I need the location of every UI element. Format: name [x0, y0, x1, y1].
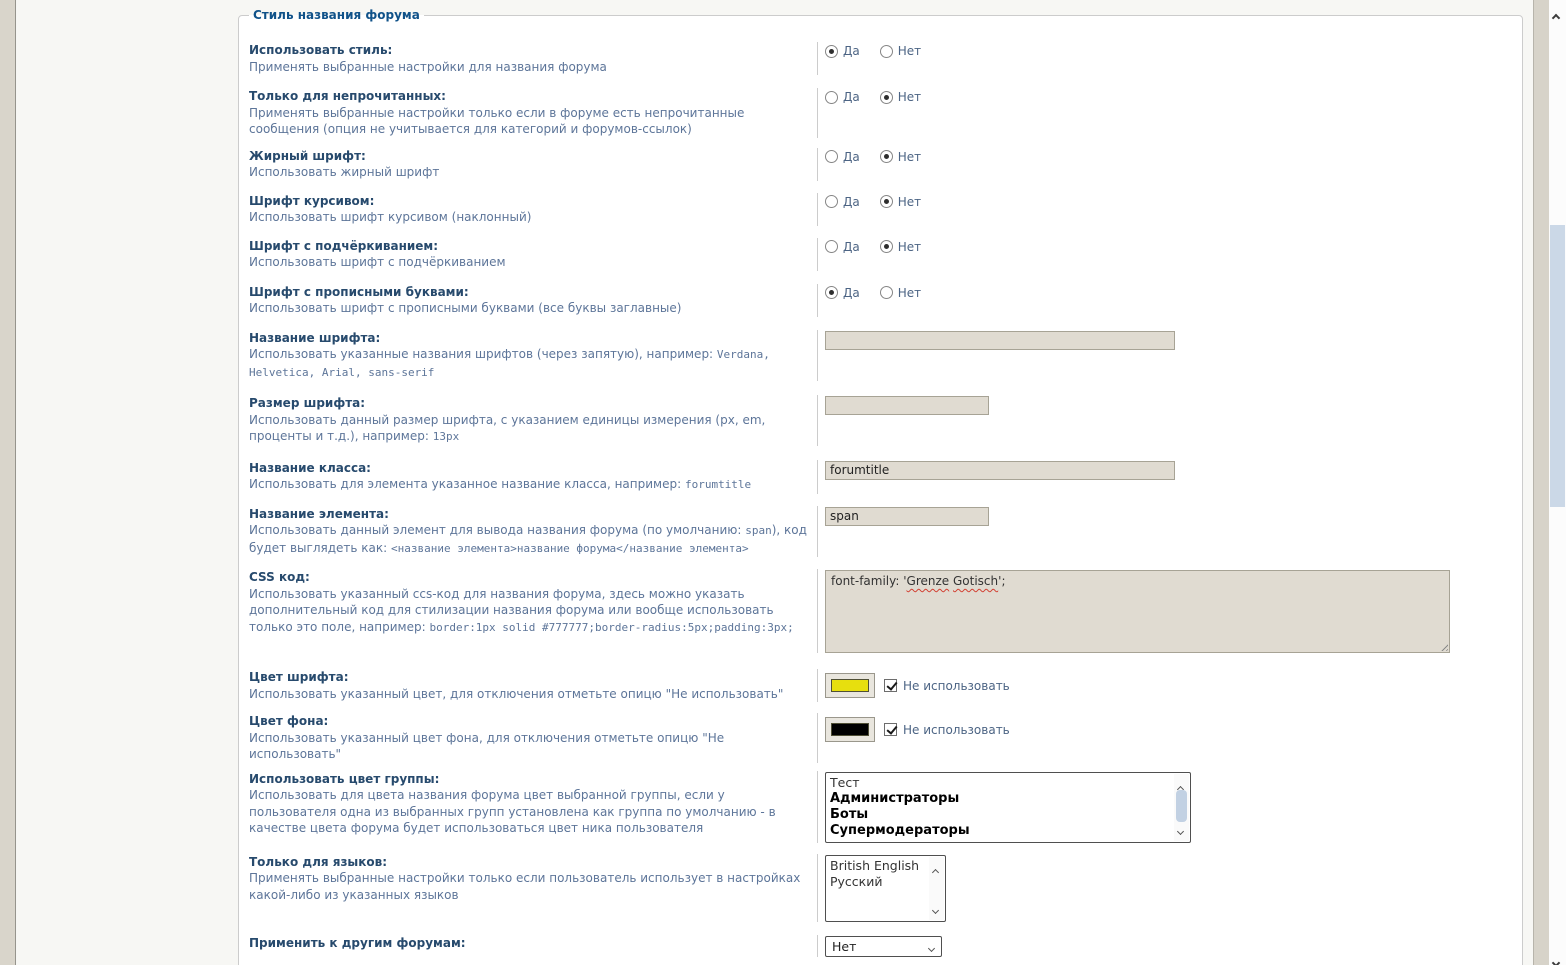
- unread-only-radio-group: [825, 90, 1510, 104]
- setting-row-unread-only: [249, 88, 1510, 138]
- setting-label: Только для языков:: [249, 854, 388, 869]
- class-name-input[interactable]: [825, 461, 1175, 480]
- radio-no[interactable]: [880, 286, 893, 299]
- listbox-scrollbar[interactable]: [1174, 774, 1189, 841]
- font-color-picker-button[interactable]: [825, 673, 875, 698]
- radio-yes-label: Да: [843, 44, 860, 58]
- font-color-swatch: [831, 679, 869, 692]
- setting-hint: Использовать шрифт с подчёркиванием: [249, 255, 506, 269]
- setting-hint: Использовать указанный ccs-код для названия форума, здесь можно указать дополнительный код для стилизации названия форума или вообще использовать только это поле, например: border:1px solid #777777;border-radius:5px;padding:3px;: [249, 586, 794, 634]
- group-color-listbox[interactable]: [825, 772, 1191, 843]
- setting-label: Цвет фона:: [249, 714, 329, 728]
- setting-row-underline: [249, 238, 1510, 271]
- radio-yes-label: Да: [843, 194, 860, 209]
- setting-label: Размер шрифта:: [249, 396, 366, 410]
- radio-yes[interactable]: [825, 91, 838, 104]
- setting-hint: Использовать жирный шрифт: [249, 165, 440, 179]
- radio-no[interactable]: [880, 150, 893, 163]
- setting-row-apply-forums: [249, 935, 1510, 957]
- setting-row-uppercase: [249, 284, 1510, 317]
- setting-hint: Применять выбранные настройки для названия форума: [249, 59, 607, 74]
- listbox-scrollbar[interactable]: [929, 857, 944, 920]
- radio-no-label: Нет: [897, 44, 922, 58]
- radio-yes[interactable]: [825, 195, 838, 208]
- list-option[interactable]: Администраторы: [830, 790, 960, 806]
- setting-row-languages: [249, 854, 1510, 922]
- setting-label: Применить к другим форумам:: [249, 935, 466, 950]
- setting-hint: Использовать данный элемент для вывода названия форума (по умолчанию: span), код будет выглядеть как: <название элемента>название форума</название элемента>: [249, 523, 807, 555]
- setting-label: Только для непрочитанных:: [249, 89, 446, 103]
- radio-yes[interactable]: [825, 240, 838, 253]
- setting-label: CSS код:: [249, 570, 310, 584]
- not-use-label: Не использовать: [903, 678, 1010, 693]
- setting-row-css-code: [249, 569, 1510, 653]
- setting-hint: Использовать указанный цвет фона, для отключения отметьте опицю "Не использовать": [249, 730, 725, 761]
- css-code-textarea[interactable]: font-family: 'Grenze Gotisch';: [825, 570, 1450, 653]
- element-name-input[interactable]: [825, 507, 989, 526]
- browser-scrollbar[interactable]: [1549, 0, 1566, 965]
- not-use-checkbox[interactable]: [884, 723, 897, 736]
- setting-label: Название класса:: [249, 460, 371, 475]
- setting-label: Шрифт с прописными буквами:: [249, 284, 469, 299]
- setting-hint: Применять выбранные настройки только если в форуме есть непрочитанные сообщения (опция не учитывается для категорий и форумов-ссылок): [249, 105, 745, 136]
- setting-label: Жирный шрифт:: [249, 148, 366, 163]
- not-use-label: Не использовать: [903, 722, 1010, 737]
- scroll-up-icon[interactable]: [1553, 6, 1562, 15]
- radio-no-label: Нет: [897, 90, 922, 104]
- setting-hint: Использовать для элемента указанное название класса, например: forumtitle: [249, 477, 752, 491]
- radio-no-label: Нет: [897, 239, 922, 254]
- setting-row-group-color: [249, 771, 1510, 843]
- list-option[interactable]: British English: [830, 857, 920, 873]
- setting-label: Использовать стиль:: [249, 43, 393, 57]
- setting-row-class-name: [249, 460, 1510, 494]
- uppercase-radio-group: [825, 286, 1510, 300]
- radio-yes-label: Да: [843, 239, 860, 254]
- setting-hint: Использовать шрифт с прописными буквами (все буквы заглавные): [249, 301, 682, 315]
- radio-no-label: Нет: [897, 285, 922, 300]
- radio-no[interactable]: [880, 45, 893, 58]
- radio-yes[interactable]: [825, 286, 838, 299]
- radio-no[interactable]: [880, 240, 893, 253]
- page-right-margin: [1533, 0, 1549, 965]
- setting-label: Шрифт с подчёркиванием:: [249, 238, 439, 253]
- chevron-down-icon: [929, 936, 934, 955]
- setting-row-use-style: [249, 42, 1510, 75]
- setting-row-font-name: [249, 330, 1510, 382]
- setting-label: Цвет шрифта:: [249, 670, 349, 684]
- use-style-radio-group: [825, 44, 1510, 58]
- setting-row-font-color: [249, 669, 1510, 702]
- radio-yes-label: Да: [843, 149, 860, 164]
- radio-yes-label: Да: [843, 285, 860, 300]
- list-option[interactable]: Тест: [830, 774, 860, 790]
- scroll-down-icon[interactable]: [1553, 951, 1562, 960]
- setting-hint: Использовать данный размер шрифта, с указанием единицы измерения (px, em, проценты и т.д.), например: 13px: [249, 412, 766, 443]
- scrollbar-thumb[interactable]: [1550, 225, 1565, 507]
- setting-row-bg-color: [249, 713, 1510, 763]
- radio-no-label: Нет: [897, 149, 922, 164]
- font-name-input[interactable]: [825, 331, 1175, 350]
- scrollbar-thumb[interactable]: [1176, 790, 1187, 822]
- setting-row-bold: [249, 148, 1510, 181]
- setting-hint: Использовать указанный цвет, для отключения отметьте опицю "Не использовать": [249, 686, 784, 701]
- setting-row-element-name: [249, 506, 1510, 558]
- selected-value: Нет: [832, 938, 857, 954]
- scroll-up-icon[interactable]: [933, 860, 938, 879]
- radio-no[interactable]: [880, 91, 893, 104]
- setting-hint: Использовать указанные названия шрифтов (через запятую), например: Verdana, Helvetica, Arial, sans-serif: [249, 347, 770, 379]
- fieldset-legend: Стиль названия форума: [253, 8, 420, 22]
- radio-yes[interactable]: [825, 45, 838, 58]
- languages-listbox[interactable]: [825, 855, 946, 922]
- setting-label: Название элемента:: [249, 506, 389, 521]
- bold-radio-group: [825, 150, 1510, 164]
- underline-radio-group: [825, 240, 1510, 254]
- setting-row-italic: [249, 193, 1510, 226]
- setting-hint: Использовать шрифт курсивом (наклонный): [249, 210, 532, 224]
- forum-title-style-fieldset: [238, 8, 1523, 965]
- radio-yes[interactable]: [825, 150, 838, 163]
- bg-color-swatch: [831, 723, 869, 736]
- resize-grip-icon[interactable]: [1439, 642, 1448, 651]
- setting-label: Шрифт курсивом:: [249, 193, 375, 208]
- list-option[interactable]: Русский: [830, 873, 883, 889]
- setting-hint: Применять выбранные настройки только если пользователь использует в настройках какой-либо из указанных языков: [249, 871, 801, 902]
- list-option[interactable]: Супермодераторы: [830, 822, 970, 838]
- radio-no-label: Нет: [897, 194, 922, 209]
- setting-label: Название шрифта:: [249, 330, 381, 345]
- list-option[interactable]: Боты: [830, 806, 869, 822]
- scroll-down-icon[interactable]: [933, 898, 938, 917]
- radio-yes-label: Да: [843, 90, 860, 104]
- setting-label: Использовать цвет группы:: [249, 771, 440, 786]
- not-use-checkbox[interactable]: [884, 679, 897, 692]
- scroll-down-icon[interactable]: [1178, 819, 1183, 838]
- radio-no[interactable]: [880, 195, 893, 208]
- admin-settings-panel: [17, 0, 1533, 965]
- setting-row-font-size: [249, 395, 1510, 446]
- italic-radio-group: [825, 195, 1510, 209]
- apply-forums-select[interactable]: [825, 936, 942, 957]
- bg-color-picker-button[interactable]: [825, 717, 875, 742]
- page-left-margin: [0, 0, 16, 965]
- font-size-input[interactable]: [825, 396, 989, 415]
- setting-hint: Использовать для цвета названия форума цвет выбранной группы, если у пользователя одна из выбранных групп установлена как группа по умолчанию - в качестве цвета форума будет использоваться цвет ника пользователя: [249, 788, 776, 835]
